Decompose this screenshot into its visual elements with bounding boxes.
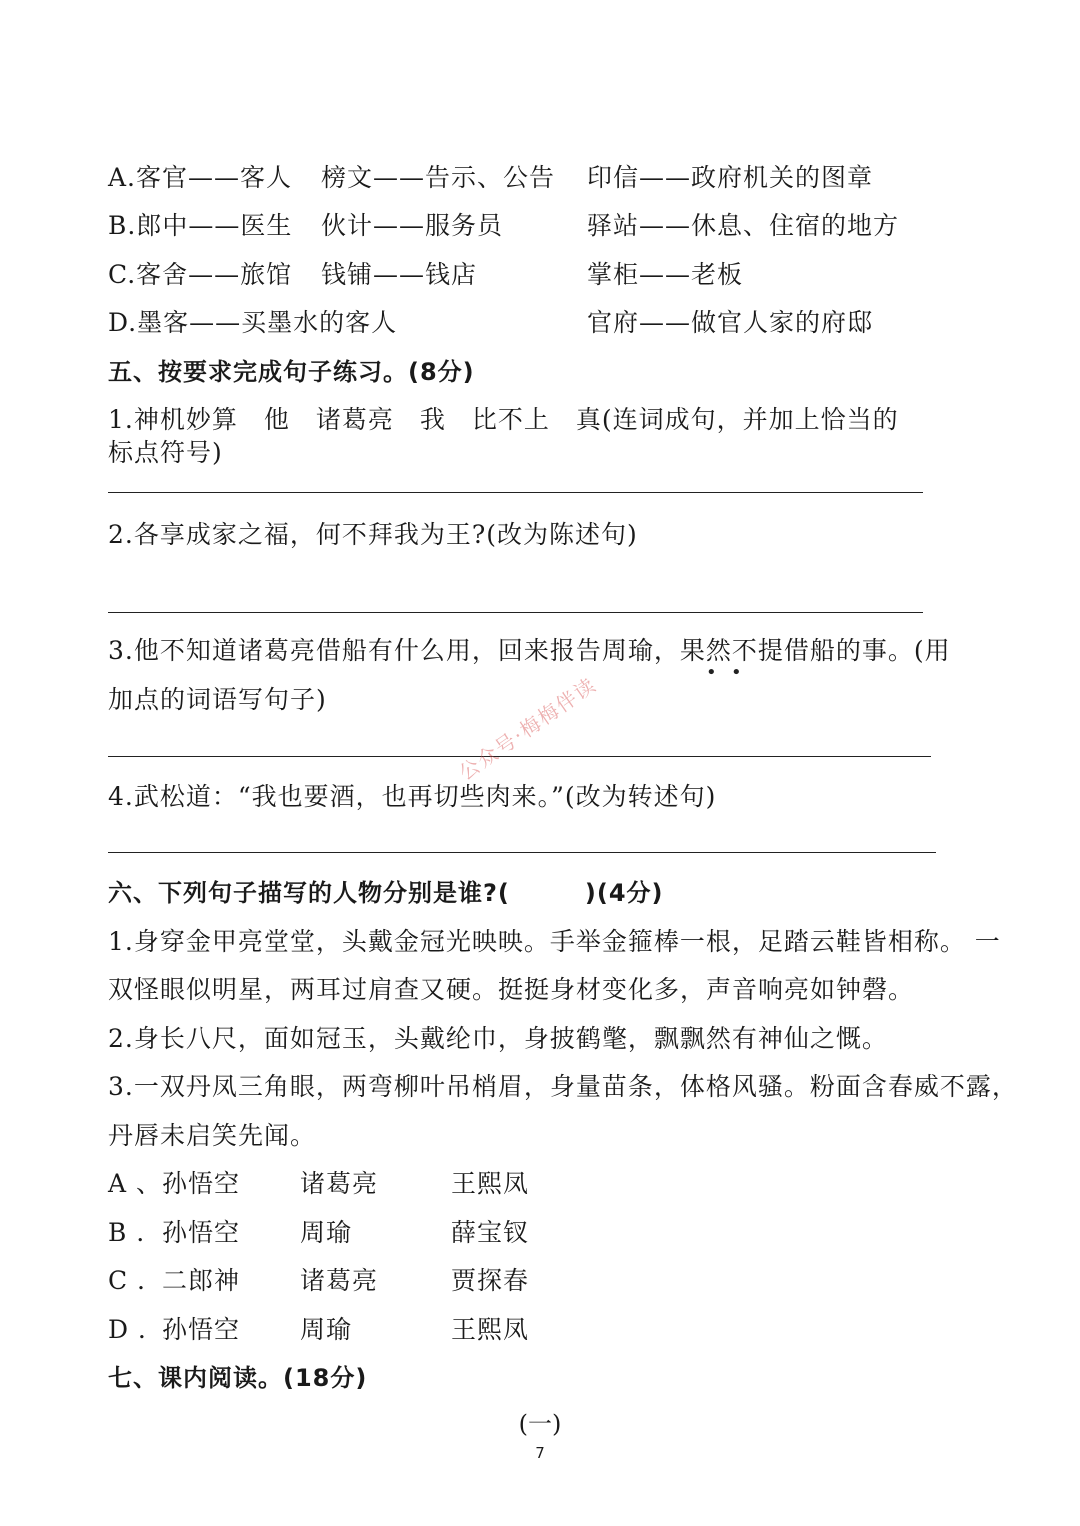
option-letter: B ． [108, 1218, 163, 1247]
option-a-col2: 榜文——告示、公告 [321, 163, 556, 192]
s6-q2: 2.身长八尺，面如冠玉，头戴纶巾，身披鹤氅，飘飘然有神仙之慨。 [108, 1024, 888, 1053]
option-letter: C ． [108, 1266, 164, 1295]
s5-q1-line2: 标点符号) [108, 438, 223, 467]
option-char1: 孙悟空 [162, 1315, 241, 1344]
answer-line-2[interactable] [108, 612, 923, 613]
s5-q1-line1: 1.神机妙算 他 诸葛亮 我 比不上 真(连词成句，并加上恰当的 [108, 405, 899, 434]
s6-q1-line1: 1.身穿金甲亮堂堂，头戴金冠光映映。手举金箍棒一根，足踏云鞋皆相称。 一 [108, 927, 1001, 956]
s6-q3-line2: 丹唇未启笑先闻。 [108, 1121, 317, 1150]
option-char3: 薛宝钗 [451, 1218, 530, 1247]
s5-q2: 2.各享成家之福，何不拜我为王?(改为陈述句) [108, 520, 638, 549]
option-char3: 王熙凤 [451, 1315, 530, 1344]
page-number: 7 [535, 1444, 545, 1462]
s5-q3-line1: 3.他不知道诸葛亮借船有什么用，回来报告周瑜，果然不提借船的事。(用 [108, 636, 951, 665]
section7-heading: 七、课内阅读。(18分) [108, 1364, 368, 1392]
s5-q3-line2: 加点的词语写句子) [108, 685, 327, 714]
option-b-col2: 伙计——服务员 [321, 211, 504, 240]
option-char2: 诸葛亮 [300, 1169, 379, 1198]
option-char1: 二郎神 [162, 1266, 241, 1295]
option-a-col3: 印信——政府机关的图章 [587, 163, 874, 192]
option-c-col2: 钱铺——钱店 [321, 260, 478, 289]
option-b-col3: 驿站——休息、住宿的地方 [587, 211, 900, 240]
section7-subheading: (一) [518, 1410, 562, 1438]
emphasis-dot: • [706, 662, 717, 683]
option-d-col1: D.墨客——买墨水的客人 [108, 308, 398, 337]
watermark: 公众号·梅梅伴读 [454, 672, 602, 785]
option-char3: 贾探春 [451, 1266, 530, 1295]
option-char1: 孙悟空 [162, 1218, 241, 1247]
s6-q3-line1: 3.一双丹凤三角眼，两弯柳叶吊梢眉，身量苗条，体格风骚。粉面含春威不露， [108, 1072, 1018, 1101]
option-c-col3: 掌柜——老板 [587, 260, 744, 289]
option-char2: 周瑜 [300, 1315, 353, 1344]
option-a-col1: A.客官——客人 [108, 163, 293, 192]
answer-line-3[interactable] [108, 756, 931, 757]
s6-q1-line2: 双怪眼似明星，两耳过肩查又硬。挺挺身材变化多，声音响亮如钟磬。 [108, 975, 915, 1004]
option-letter: A 、 [108, 1169, 163, 1198]
option-letter: D ． [108, 1315, 164, 1344]
section6-heading: 六、下列句子描写的人物分别是谁?( )(4分) [108, 879, 664, 907]
option-b-col1: B.郎中——医生 [108, 211, 293, 240]
option-char2: 周瑜 [300, 1218, 353, 1247]
option-c-col1: C.客舍——旅馆 [108, 260, 293, 289]
emphasis-dot: • [731, 662, 742, 683]
option-char3: 王熙凤 [451, 1169, 530, 1198]
s5-q4: 4.武松道：“我也要酒，也再切些肉来。”(改为转述句) [108, 782, 717, 811]
option-char1: 孙悟空 [162, 1169, 241, 1198]
answer-line-4[interactable] [108, 852, 936, 853]
option-char2: 诸葛亮 [300, 1266, 379, 1295]
option-d-col3: 官府——做官人家的府邸 [587, 308, 874, 337]
answer-line-1[interactable] [108, 492, 923, 493]
section5-heading: 五、按要求完成句子练习。(8分) [108, 358, 475, 386]
